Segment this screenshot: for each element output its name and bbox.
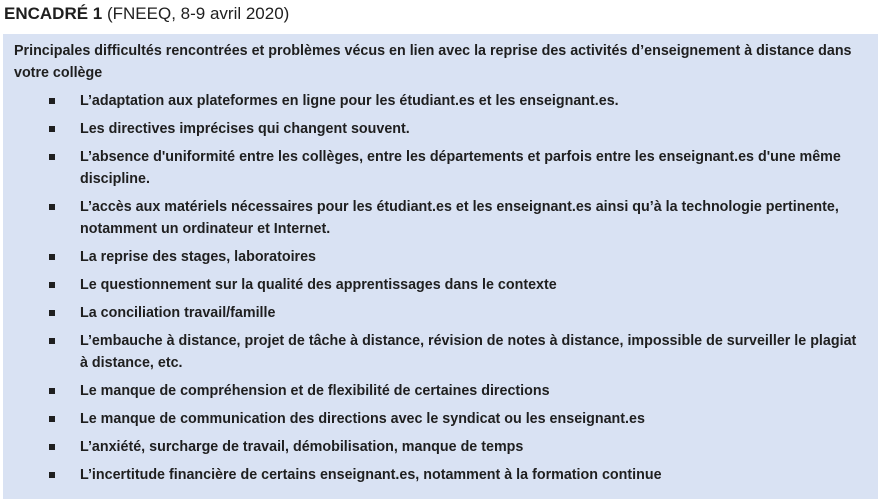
list-item-text: L’adaptation aux plateformes en ligne pour les étudiant.es et les enseignant.es. [80,93,619,109]
box-intro: Principales difficultés rencontrées et problèmes vécus en lien avec la reprise des activités d’enseignement à distance dans votre collège [14,43,852,81]
box-title [4,3,289,25]
list-item-text: L’embauche à distance, projet de tâche à distance, révision de notes à distance, impossible de surveiller le plagiat à distance, etc. [80,333,857,371]
list-item [14,196,868,240]
list-item-text: L’incertitude financière de certains enseignant.es, notamment à la formation continue [80,467,662,483]
list-item [14,90,868,112]
list-item-text: L’anxiété, surcharge de travail, démobilisation, manque de temps [80,439,524,455]
square-bullet-icon [49,416,55,422]
square-bullet-icon [49,472,55,478]
list-item-text: L’accès aux matériels nécessaires pour les étudiant.es et les enseignant.es ainsi qu’à la technologie pertinente, notamment un ordinateur et Internet. [80,199,839,237]
list-item [14,146,868,190]
list-item-text: Le questionnement sur la qualité des apprentissages dans le contexte [80,277,557,293]
square-bullet-icon [49,98,55,104]
square-bullet-icon [49,310,55,316]
square-bullet-icon [49,204,55,210]
list-item [14,464,868,486]
list-item [14,380,868,402]
square-bullet-icon [49,126,55,132]
square-bullet-icon [49,282,55,288]
square-bullet-icon [49,338,55,344]
encadre-box [3,34,878,499]
square-bullet-icon [49,388,55,394]
list-item-text: Le manque de compréhension et de flexibilité de certaines directions [80,383,550,399]
list-item [14,436,868,458]
box-label: ENCADRÉ 1 [4,4,103,23]
list-item-text: Les directives imprécises qui changent souvent. [80,121,410,137]
square-bullet-icon [49,154,55,160]
list-item [14,408,868,430]
list-item [14,330,868,374]
list-item-text: La conciliation travail/famille [80,305,276,321]
box-source: (FNEEQ, 8-9 avril 2020) [106,4,290,23]
square-bullet-icon [49,444,55,450]
list-item [14,274,868,296]
list-item [14,246,868,268]
list-item-text: L’absence d'uniformité entre les collèges, entre les départements et parfois entre les enseignant.es d'une même discipline. [80,149,841,187]
list-item-text: La reprise des stages, laboratoires [80,249,317,265]
square-bullet-icon [49,254,55,260]
list-item [14,118,868,140]
difficulty-list [14,90,868,486]
list-item-text: Le manque de communication des directions avec le syndicat ou les enseignant.es [80,411,645,427]
list-item [14,302,868,324]
